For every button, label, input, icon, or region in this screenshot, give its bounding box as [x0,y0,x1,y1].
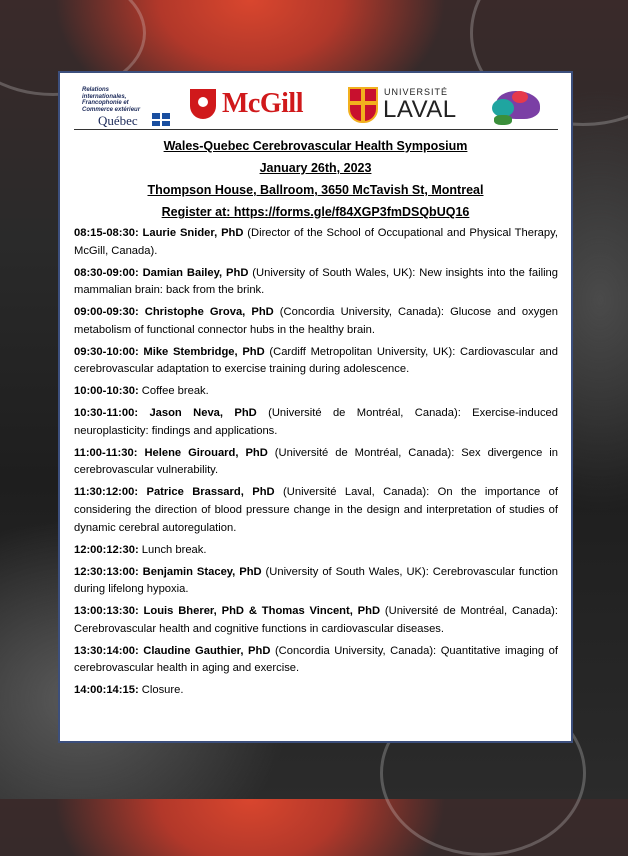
quebec-logo [82,87,174,127]
agenda-list [74,225,558,704]
agenda-time: 08:30-09:00: [74,266,139,279]
agenda-item [74,383,558,401]
talk-detail: Lunch break. [138,543,207,556]
event-title: Wales-Quebec Cerebrovascular Health Symposium [163,139,468,153]
mcgill-logo [190,87,340,127]
brain-network-logo-icon [488,85,546,127]
talk-detail: (Director of the School of Occupational and Physical Therapy, McGill, Canada). [74,227,559,257]
talk-detail: (Concordia University, Canada): Quantitative imaging of cerebrovascular health in aging and exercise. [74,644,558,675]
agenda-item [74,405,558,440]
agenda-time: 14:00:14:15: [74,684,139,697]
agenda-time: 13:00:13:30: [74,605,139,618]
agenda-item [74,225,558,260]
talk-detail: (Université de Montréal, Canada): Sex divergence in cerebrovascular vulnerability. [74,446,558,477]
agenda-time: 12:00:12:30: [74,543,139,556]
speaker-name: Louis Bherer, PhD & Thomas Vincent, PhD [143,605,381,618]
speaker-name: Laurie Snider, PhD [142,227,244,239]
mcgill-crest-icon [190,89,216,119]
quebec-wordmark: Québec [98,113,138,128]
agenda-item [74,445,558,480]
symposium-flyer [58,71,573,743]
agenda-item [74,542,558,560]
agenda-item [74,682,558,700]
agenda-time: 09:30-10:00: [74,345,139,358]
event-date: January 26th, 2023 [259,161,372,175]
agenda-item [74,564,558,599]
speaker-name: Claudine Gauthier, PhD [143,644,271,657]
speaker-name: Christophe Grova, PhD [144,306,274,319]
speaker-name: Damian Bailey, PhD [142,266,249,279]
talk-detail: (University of South Wales, UK): New insights into the failing mammalian brain: back from the brink. [74,266,558,297]
laval-shield-icon [348,87,378,123]
talk-detail: Coffee break. [138,385,209,398]
agenda-time: 10:30-11:00: [74,407,139,420]
agenda-item [74,344,558,379]
quebec-ministry-text: Relations internationales, Francophonie et Commerce extérieur [82,87,141,113]
talk-detail: (Cardiff Metropolitan University, UK): Cardiovascular and cerebrovascular adaptation to exercise training during adolescence. [74,345,558,376]
agenda-item [74,643,558,678]
agenda-time: 09:00-09:30: [74,306,139,319]
laval-wordmark: LAVAL [383,96,457,123]
agenda-time: 08:15-08:30: [74,227,139,239]
registration-link[interactable]: Register at: https://forms.gle/f84XGP3fmDSQbUQ16 [161,205,470,219]
speaker-name: Helene Girouard, PhD [144,446,268,459]
talk-detail: (Université de Montréal, Canada): Exercise-induced neuroplasticity: findings and applications. [74,407,558,437]
mcgill-wordmark: McGill [222,88,303,119]
agenda-time: 12:30:13:00: [74,565,139,578]
speaker-name: Mike Stembridge, PhD [143,345,265,358]
talk-detail: (Concordia University, Canada): Glucose and oxygen metabolism of functional connector hubs in the healthy brain. [74,306,558,336]
quebec-flag-icon [152,113,170,126]
agenda-time: 11:30:12:00: [74,486,139,499]
laval-university-text: UNIVERSITÉ [384,87,449,97]
speaker-name: Benjamin Stacey, PhD [142,565,262,578]
talk-detail: (Université Laval, Canada): On the importance of considering the direction of blood pressure change in the design and interpretation of studies of dynamic cerebral autoregulation. [74,486,559,534]
talk-detail: Closure. [138,684,184,697]
talk-detail: (University of South Wales, UK): Cerebrovascular function during lifelong hypoxia. [74,565,558,596]
speaker-name: Jason Neva, PhD [149,407,257,420]
talk-detail: (Université de Montréal, Canada): Cerebrovascular health and cognitive functions in cardiovascular diseases. [74,605,559,635]
header-divider [74,129,558,130]
agenda-time: 10:00-10:30: [74,385,139,398]
laval-logo [348,85,468,129]
agenda-time: 11:00-11:30: [74,446,138,459]
agenda-time: 13:30:14:00: [74,644,139,657]
agenda-item [74,304,558,339]
agenda-item [74,484,558,537]
agenda-item [74,603,558,638]
sponsor-logos [76,81,556,131]
event-venue: Thompson House, Ballroom, 3650 McTavish St, Montreal [147,183,484,197]
speaker-name: Patrice Brassard, PhD [146,486,275,499]
agenda-item [74,265,558,300]
